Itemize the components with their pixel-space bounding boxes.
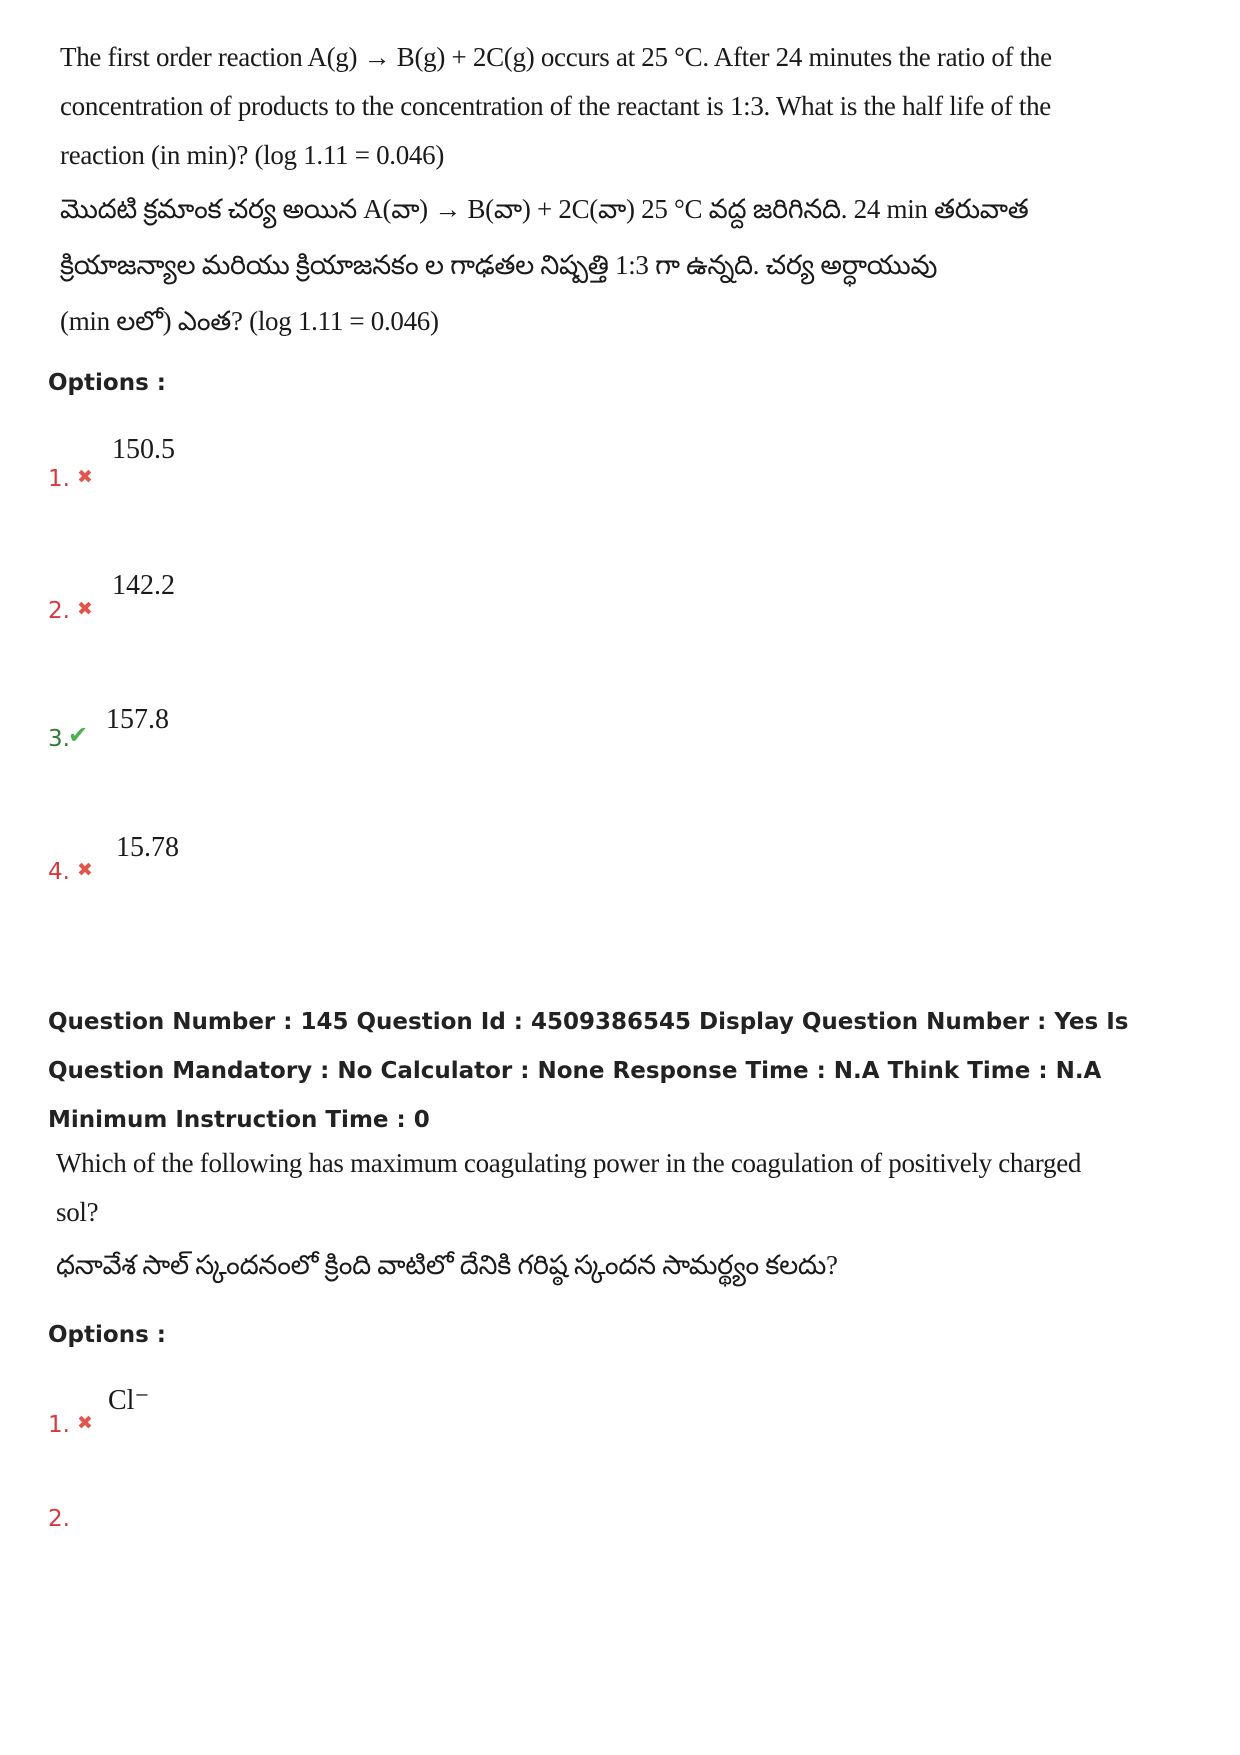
wrong-answer-icon: ✖ bbox=[77, 1412, 93, 1434]
question-text-telugu-line: (min లలో) ఎంత? (log 1.11 = 0.046) bbox=[60, 306, 439, 336]
question-text-line: Which of the following has maximum coagulating power in the coagulation of positively charged bbox=[56, 1148, 1082, 1178]
question-text-telugu-line: మొదటి క్రమాంక చర్య అయిన A(వా) → B(వా) + 2C(వా) 25 °C వద్ద జరిగినది. 24 min తరువాత bbox=[60, 194, 1029, 224]
correct-answer-icon: ✔ bbox=[68, 721, 89, 749]
option-number: 1. bbox=[48, 1412, 70, 1438]
question-text-line: reaction (in min)? (log 1.11 = 0.046) bbox=[60, 140, 445, 170]
option-value[interactable]: 15.78 bbox=[116, 832, 179, 863]
options-label: Options : bbox=[48, 1322, 166, 1348]
option-value[interactable]: 150.5 bbox=[112, 434, 175, 465]
question-text-telugu-line: క్రియాజన్యాల మరియు క్రియాజనకం ల గాఢతల నిష్పత్తి 1:3 గా ఉన్నది. చర్య అర్ధాయువు bbox=[60, 250, 938, 280]
wrong-answer-icon: ✖ bbox=[77, 859, 93, 881]
question-text-line: The first order reaction A(g) → B(g) + 2C(g) occurs at 25 °C. After 24 minutes the ratio of the bbox=[60, 42, 1052, 72]
options-label: Options : bbox=[48, 370, 166, 396]
option-value[interactable]: 142.2 bbox=[112, 570, 175, 601]
question-text-line: sol? bbox=[56, 1197, 99, 1227]
wrong-answer-icon: ✖ bbox=[77, 466, 93, 488]
question-text-telugu-line: ధనావేశ సాల్ స్కందనంలో క్రింది వాటిలో దేనికి గరిష్ఠ స్కందన సామర్థ్యం కలదు? bbox=[56, 1250, 838, 1280]
option-number: 1. bbox=[48, 466, 70, 492]
option-value[interactable]: Cl⁻ bbox=[108, 1385, 150, 1416]
option-number: 4. bbox=[48, 859, 70, 885]
option-number: 2. bbox=[48, 598, 70, 624]
question-metadata: Question Number : 145 Question Id : 4509386545 Display Question Number : Yes Is Question Mandatory : No Calculator : None Response Time : N.A Think Time : N.A Minimum Instruction Time : 0 bbox=[48, 1009, 1129, 1133]
option-value[interactable]: 157.8 bbox=[106, 704, 169, 735]
question-text-line: concentration of products to the concentration of the reactant is 1:3. What is the half life of the bbox=[60, 91, 1051, 121]
option-number: 3. bbox=[48, 726, 70, 752]
option-number: 2. bbox=[48, 1506, 70, 1532]
wrong-answer-icon: ✖ bbox=[77, 598, 93, 620]
